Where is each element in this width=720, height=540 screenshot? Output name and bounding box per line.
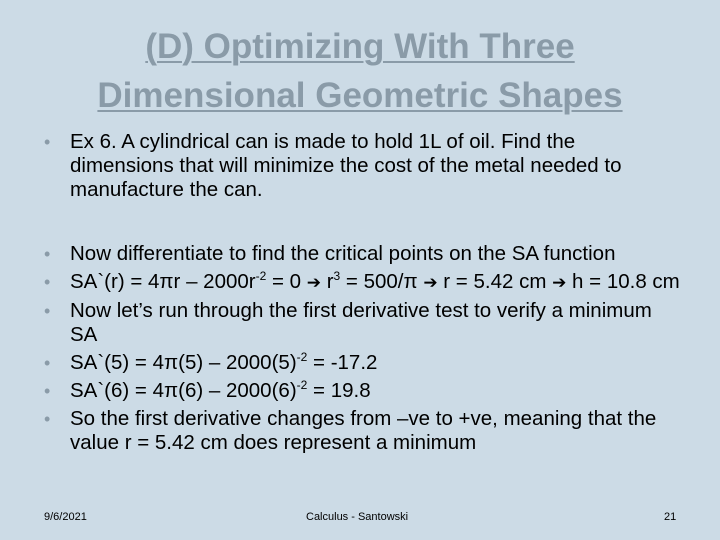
bullet-text: Ex 6. A cylindrical can is made to hold 1L of oil. Find the dimensions that will minimize the cost of the metal needed to manufacture the can. — [70, 130, 622, 201]
list-item — [44, 270, 684, 295]
list-item — [44, 351, 684, 375]
list-item — [44, 407, 684, 455]
slide-number: 21 — [664, 511, 677, 523]
equation-part: r = 5.42 cm — [437, 270, 553, 293]
slide-title — [20, 22, 700, 120]
slide-title-line-2: Dimensional Geometric Shapes — [97, 76, 623, 115]
bullet-icon: • — [44, 409, 51, 429]
bullet-text: So the first derivative changes from –ve to +ve, meaning that the value r = 5.42 cm does represent a minimum — [70, 407, 657, 454]
bullet-icon: • — [44, 353, 51, 373]
list-item — [44, 299, 684, 347]
bullet-icon: • — [44, 301, 51, 321]
intro-bullet-list — [44, 130, 684, 202]
list-item — [44, 130, 684, 202]
bullet-text: Now let’s run through the first derivative test to verify a minimum SA — [70, 299, 652, 346]
bullet-icon: • — [44, 272, 51, 292]
exponent: 3 — [333, 269, 341, 284]
arrow-right-icon: ➔ — [552, 273, 567, 292]
bullet-text: Now differentiate to find the critical points on the SA function — [70, 242, 616, 265]
equation-part: = 19.8 — [307, 379, 371, 402]
equation-part: = 500/π — [340, 270, 424, 293]
equation-part: SA`(6) = 4π(6) – 2000(6) — [70, 379, 297, 402]
equation-part: SA`(r) = 4πr – 2000r — [70, 270, 256, 293]
exponent: -2 — [255, 269, 267, 284]
arrow-right-icon: ➔ — [423, 273, 438, 292]
equation-part: = -17.2 — [307, 351, 378, 374]
equation-part: r — [321, 270, 334, 293]
exponent: -2 — [296, 378, 308, 393]
derivative-bullet-list — [44, 242, 684, 459]
list-item — [44, 242, 684, 266]
slide-title-line-1: (D) Optimizing With Three — [145, 27, 575, 66]
footer-course: Calculus - Santowski — [306, 511, 409, 523]
equation-part: = 0 — [266, 270, 307, 293]
arrow-right-icon: ➔ — [306, 273, 322, 292]
bullet-icon: • — [44, 381, 51, 401]
equation-part: h = 10.8 cm — [566, 270, 680, 293]
bullet-icon: • — [44, 244, 51, 264]
list-item — [44, 379, 684, 403]
exponent: -2 — [296, 350, 308, 365]
bullet-icon: • — [44, 132, 51, 152]
footer-date: 9/6/2021 — [44, 511, 87, 523]
equation-part: SA`(5) = 4π(5) – 2000(5) — [70, 351, 297, 374]
